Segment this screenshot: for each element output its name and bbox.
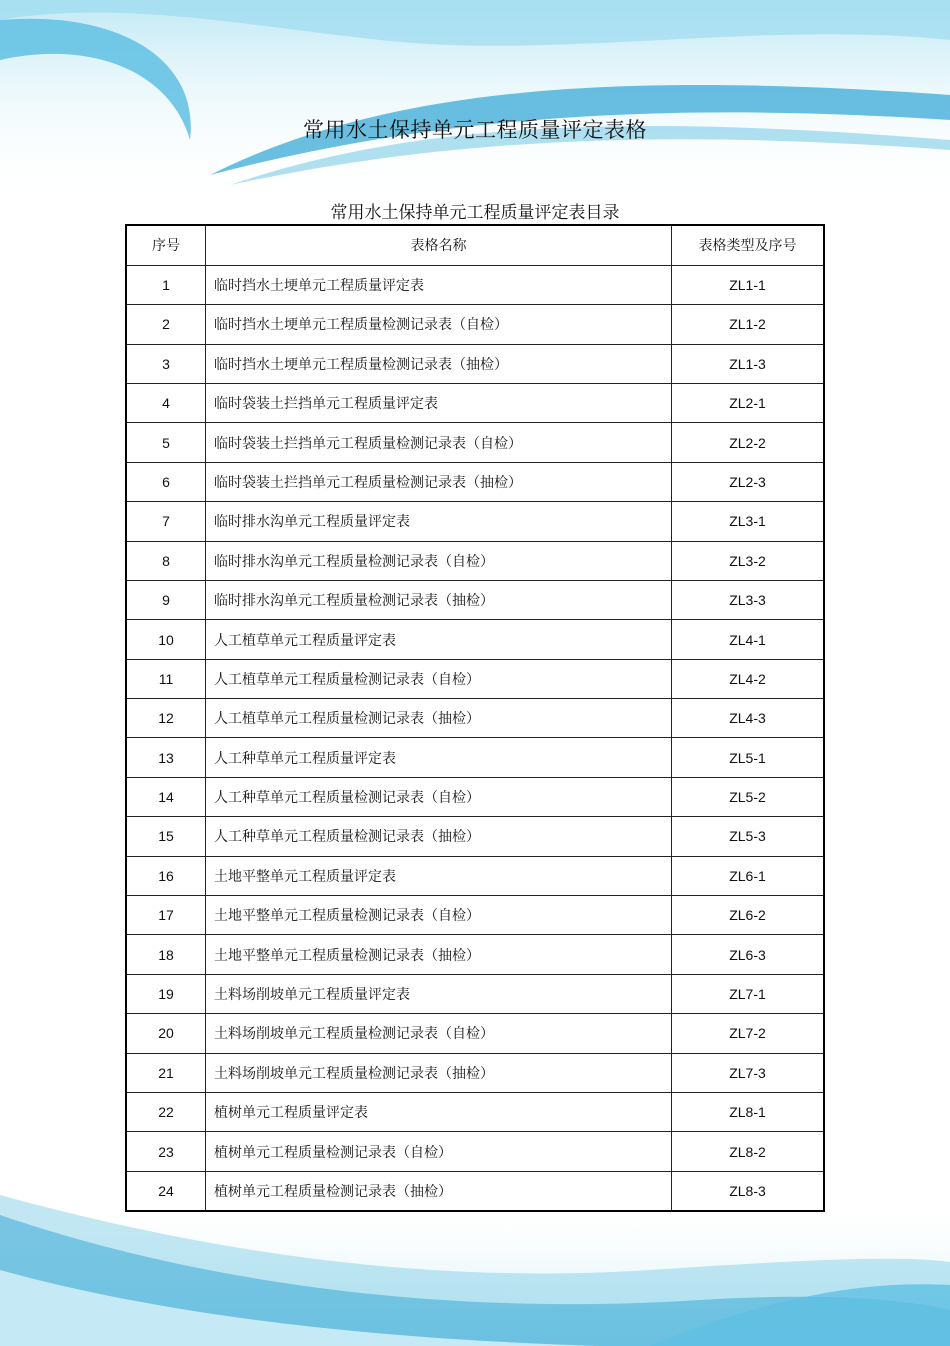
row-form-code: ZL1-2 [672,305,825,344]
row-form-code: ZL5-1 [672,738,825,777]
row-number: 13 [126,738,206,777]
row-form-name: 临时排水沟单元工程质量检测记录表（抽检） [206,580,672,619]
table-row [126,896,824,935]
table-row [126,1053,824,1092]
header-code: 表格类型及序号 [672,225,825,265]
row-number: 5 [126,423,206,462]
row-form-code: ZL1-3 [672,344,825,383]
row-form-name: 人工植草单元工程质量检测记录表（自检） [206,659,672,698]
row-form-name: 植树单元工程质量检测记录表（自检） [206,1132,672,1171]
row-form-name: 临时挡水土埂单元工程质量检测记录表（自检） [206,305,672,344]
document-title: 常用水土保持单元工程质量评定表格 [303,118,647,142]
row-form-code: ZL1-1 [672,265,825,304]
row-form-name: 人工植草单元工程质量评定表 [206,620,672,659]
row-form-name: 临时排水沟单元工程质量评定表 [206,502,672,541]
row-number: 3 [126,344,206,383]
row-form-code: ZL2-3 [672,462,825,501]
row-form-code: ZL2-1 [672,383,825,422]
row-form-name: 临时挡水土埂单元工程质量评定表 [206,265,672,304]
row-form-name: 土地平整单元工程质量评定表 [206,856,672,895]
row-number: 12 [126,699,206,738]
table-row [126,699,824,738]
table-row [126,1014,824,1053]
row-number: 20 [126,1014,206,1053]
table-row [126,502,824,541]
header-name: 表格名称 [206,225,672,265]
row-form-code: ZL8-3 [672,1171,825,1211]
row-form-name: 人工种草单元工程质量评定表 [206,738,672,777]
row-form-name: 临时排水沟单元工程质量检测记录表（自检） [206,541,672,580]
toc-table [125,224,825,1212]
row-form-name: 人工种草单元工程质量检测记录表（抽检） [206,817,672,856]
row-number: 21 [126,1053,206,1092]
table-row [126,462,824,501]
table-row [126,817,824,856]
row-form-code: ZL4-2 [672,659,825,698]
row-form-code: ZL3-3 [672,580,825,619]
row-form-name: 土地平整单元工程质量检测记录表（抽检） [206,935,672,974]
row-form-name: 土料场削坡单元工程质量评定表 [206,974,672,1013]
row-form-code: ZL7-1 [672,974,825,1013]
row-number: 15 [126,817,206,856]
table-row [126,1171,824,1211]
row-number: 22 [126,1093,206,1132]
row-form-code: ZL4-1 [672,620,825,659]
row-number: 23 [126,1132,206,1171]
row-form-code: ZL6-1 [672,856,825,895]
row-number: 16 [126,856,206,895]
table-row [126,344,824,383]
row-form-code: ZL5-2 [672,777,825,816]
row-number: 4 [126,383,206,422]
row-number: 8 [126,541,206,580]
table-row [126,1132,824,1171]
row-number: 11 [126,659,206,698]
row-form-code: ZL6-2 [672,896,825,935]
table-row [126,265,824,304]
row-number: 18 [126,935,206,974]
row-form-name: 临时袋装土拦挡单元工程质量检测记录表（抽检） [206,462,672,501]
table-row [126,974,824,1013]
row-number: 7 [126,502,206,541]
row-form-code: ZL2-2 [672,423,825,462]
row-form-code: ZL8-1 [672,1093,825,1132]
table-row [126,935,824,974]
row-form-name: 土料场削坡单元工程质量检测记录表（自检） [206,1014,672,1053]
header-no: 序号 [126,225,206,265]
row-form-name: 临时袋装土拦挡单元工程质量检测记录表（自检） [206,423,672,462]
row-form-name: 植树单元工程质量评定表 [206,1093,672,1132]
row-form-code: ZL7-3 [672,1053,825,1092]
table-row [126,659,824,698]
row-form-code: ZL7-2 [672,1014,825,1053]
table-row [126,383,824,422]
row-number: 6 [126,462,206,501]
row-form-code: ZL3-2 [672,541,825,580]
table-row [126,580,824,619]
row-form-code: ZL5-3 [672,817,825,856]
row-form-name: 植树单元工程质量检测记录表（抽检） [206,1171,672,1211]
row-form-name: 临时袋装土拦挡单元工程质量评定表 [206,383,672,422]
row-number: 19 [126,974,206,1013]
row-number: 14 [126,777,206,816]
row-form-code: ZL4-3 [672,699,825,738]
table-row [126,305,824,344]
row-form-name: 人工种草单元工程质量检测记录表（自检） [206,777,672,816]
row-number: 17 [126,896,206,935]
toc-title: 常用水土保持单元工程质量评定表目录 [330,203,620,223]
row-number: 1 [126,265,206,304]
row-form-code: ZL8-2 [672,1132,825,1171]
table-row [126,541,824,580]
table-row [126,856,824,895]
table-row [126,620,824,659]
table-row [126,423,824,462]
row-form-name: 土料场削坡单元工程质量检测记录表（抽检） [206,1053,672,1092]
table-header-row [126,225,824,265]
row-number: 24 [126,1171,206,1211]
row-form-name: 土地平整单元工程质量检测记录表（自检） [206,896,672,935]
table-row [126,1093,824,1132]
row-number: 9 [126,580,206,619]
row-form-name: 临时挡水土埂单元工程质量检测记录表（抽检） [206,344,672,383]
row-form-code: ZL6-3 [672,935,825,974]
row-form-name: 人工植草单元工程质量检测记录表（抽检） [206,699,672,738]
table-row [126,738,824,777]
row-number: 10 [126,620,206,659]
table-body [126,265,824,1211]
row-form-code: ZL3-1 [672,502,825,541]
row-number: 2 [126,305,206,344]
table-row [126,777,824,816]
